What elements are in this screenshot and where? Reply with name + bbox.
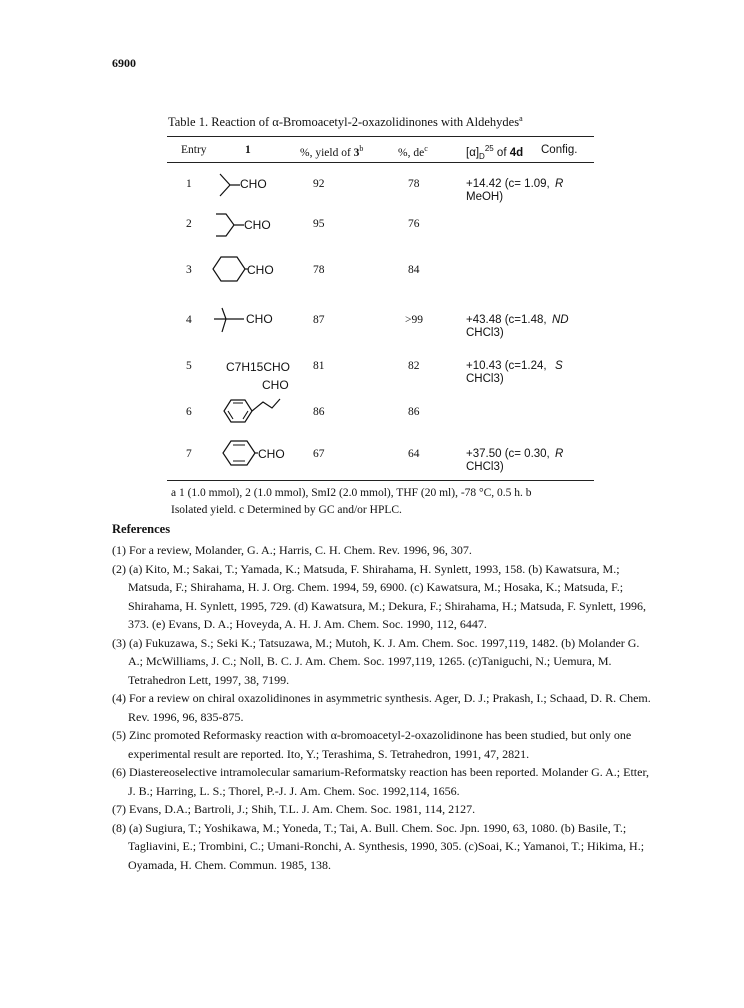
rotation-line1: +37.50 (c= 0.30,	[466, 448, 550, 460]
entry-number: 1	[186, 178, 192, 190]
header-de-sup: c	[424, 144, 428, 153]
header-yield-bold: 3	[353, 146, 360, 159]
reference-item: (8) (a) Sugiura, T.; Yoshikawa, M.; Yoneda, T.; Tai, A. Bull. Chem. Soc. Jpn. 1990, 63, 1080. (b) Basile, T.; Tagliavini, E.; Trombini, C.; Umani-Ronchi, A. Synthesis, 1990, 305. (c)Soai, K.; Yamanoi, T.; Hikima, H.; Oyamada, H. Chem. Commun. 1985, 138.	[112, 820, 645, 872]
footnote-line1: a 1 (1.0 mmol), 2 (1.0 mmol), SmI2 (2.0 mmol), THF (20 ml), -78 °C, 0.5 h. b	[171, 487, 532, 499]
rotation-line2: MeOH)	[466, 191, 504, 203]
cyclohexyl-structure	[212, 254, 274, 284]
header-rot-post: of	[493, 146, 510, 159]
references-heading: References	[112, 522, 171, 536]
header-rot-bold: 4d	[509, 146, 524, 159]
de-value: 76	[408, 218, 420, 230]
yield-value: 81	[313, 360, 325, 372]
entry-number: 6	[186, 406, 192, 418]
tertbutyl-skeleton-icon	[212, 306, 244, 336]
rotation-line1: +43.48 (c=1.48,	[466, 314, 547, 326]
yield-value: 78	[313, 264, 325, 276]
config-value: ND	[552, 314, 569, 326]
table-row	[0, 447, 744, 473]
header-rot-sup: 25	[484, 144, 494, 153]
footnote-line2: Isolated yield. c Determined by GC and/or HPLC.	[171, 504, 402, 516]
de-value: >99	[405, 314, 423, 326]
de-value: 84	[408, 264, 420, 276]
aldehyde-label: CHO	[258, 447, 285, 461]
header-rot-sub: D	[479, 152, 485, 162]
config-value: S	[555, 360, 563, 372]
yield-value: 67	[313, 448, 325, 460]
rotation-value	[466, 314, 547, 340]
entry-number: 3	[186, 264, 192, 276]
table-top-rule	[167, 136, 594, 137]
table-footnote	[171, 485, 601, 519]
ethylbutyl-structure	[214, 210, 271, 240]
aldehyde-label: CHO	[244, 218, 271, 232]
rotation-value	[466, 178, 550, 204]
rotation-line2: CHCl3)	[466, 461, 504, 473]
rotation-line2: CHCl3)	[466, 373, 504, 385]
entry-number: 5	[186, 360, 192, 372]
ethylpropyl-skeleton-icon	[214, 210, 244, 240]
reference-item: (1) For a review, Molander, G. A.; Harris, C. H. Chem. Rev. 1996, 96, 307.	[112, 543, 472, 557]
cyclohexene-ring-icon	[222, 438, 258, 468]
entry-number: 7	[186, 448, 192, 460]
isobutyl-structure	[218, 172, 267, 198]
aldehyde-label: CHO	[246, 312, 273, 326]
references-list	[112, 541, 652, 874]
table-row	[0, 360, 744, 385]
table-caption-text: Table 1. Reaction of α-Bromoacetyl-2-oxazolidinones with Aldehydes	[168, 115, 520, 130]
reference-item: (7) Evans, D.A.; Bartroli, J.; Shih, T.L. J. Am. Chem. Soc. 1981, 114, 2127.	[112, 802, 476, 816]
rotation-line2: CHCl3)	[466, 327, 504, 339]
header-de	[398, 144, 428, 159]
header-reagent: 1	[245, 144, 251, 156]
table-row	[0, 312, 744, 339]
header-yield-text: %, yield of	[300, 146, 354, 159]
tertbutyl-structure	[212, 306, 273, 336]
header-yield	[300, 144, 363, 159]
reference-item: (4) For a review on chiral oxazolidinones in asymmetric synthesis. Ager, D. J.; Prakash, I.; Schaad, D. R. Chem. Rev. 1996, 96, 835-875.	[112, 691, 651, 724]
page-number: 6900	[112, 56, 136, 70]
header-yield-sup: b	[359, 144, 364, 153]
table-header-rule	[167, 162, 594, 163]
cyclohexane-ring-icon	[212, 254, 248, 284]
table-row	[0, 264, 744, 284]
rotation-value	[466, 448, 550, 474]
reference-item: (3) (a) Fukuzawa, S.; Seki K.; Tatsuzawa, M.; Mutoh, K. J. Am. Chem. Soc. 1997,119, 1482. (b) Molander G. A.; McWilliams, J. C.; Noll, B. C. J. Am. Chem. Soc. 1997,119, 1265. (c)Taniguchi, N.; Uemura, M. Tetrahedron Lett, 1997, 38, 7199.	[112, 635, 640, 687]
aldehyde-label: CHO	[247, 263, 274, 277]
phenylpropyl-structure	[222, 378, 289, 424]
de-value: 78	[408, 178, 420, 190]
config-value: R	[555, 448, 564, 460]
rotation-value	[466, 360, 547, 386]
header-rotation	[466, 144, 523, 161]
header-rot-text: [α]	[466, 146, 480, 159]
aldehyde-label: CHO	[262, 378, 289, 392]
table-bottom-rule	[167, 480, 594, 481]
header-entry: Entry	[181, 144, 207, 156]
de-value: 82	[408, 360, 420, 372]
reference-item: (2) (a) Kito, M.; Sakai, T.; Yamada, K.; Matsuda, F. Shirahama, H. Synlett, 1993, 158. (b) Kawatsura, M.; Matsuda, F.; Shirahama, H. J. Org. Chem. 1994, 59, 6900. (c) Kawatsura, M.; Hosaka, K.; Matsuda, F.; Shirahama, H. Synlett, 1995, 729. (d) Kawatsura, M.; Dekura, F.; Shirahama, H.; Matsuda, F. Synlett, 1996, 373. (e) Evans, D. A.; Hoveyda, A. H. J. Am. Chem. Soc. 1990, 112, 6447.	[112, 561, 647, 631]
config-value: R	[555, 178, 564, 190]
yield-value: 95	[313, 218, 325, 230]
rotation-line1: +10.43 (c=1.24,	[466, 360, 547, 372]
aldehyde-label: CHO	[240, 177, 267, 191]
yield-value: 87	[313, 314, 325, 326]
rotation-line1: +14.42 (c= 1.09,	[466, 178, 550, 190]
reference-item: (6) Diastereoselective intramolecular samarium-Reformatsky reaction has been reported. Molander G. A.; Etter, J. B.; Harring, L. S.; Thorel, P.-J. J. Am. Chem. Soc. 1992,114, 1656.	[112, 765, 649, 798]
de-value: 64	[408, 448, 420, 460]
entry-number: 4	[186, 314, 192, 326]
header-config: Config.	[541, 144, 578, 156]
table-row	[0, 218, 744, 238]
isopropyl-skeleton-icon	[218, 172, 240, 198]
yield-value: 86	[313, 406, 325, 418]
benzene-chain-icon	[222, 388, 286, 424]
table-caption-sup: a	[519, 114, 523, 123]
yield-value: 92	[313, 178, 325, 190]
table-caption	[168, 114, 523, 130]
cyclohexenyl-structure	[222, 438, 285, 468]
reference-item: (5) Zinc promoted Reformasky reaction with α-bromoacetyl-2-oxazolidinone has been studied, but only one experimental result are reported. Ito, Y.; Terashima, S. Tetrahedron, 1991, 47, 2821.	[112, 728, 632, 761]
entry-number: 2	[186, 218, 192, 230]
aldehyde-label: C7H15CHO	[226, 360, 291, 374]
table-row	[0, 177, 744, 203]
de-value: 86	[408, 406, 420, 418]
header-de-text: %, de	[398, 146, 425, 159]
